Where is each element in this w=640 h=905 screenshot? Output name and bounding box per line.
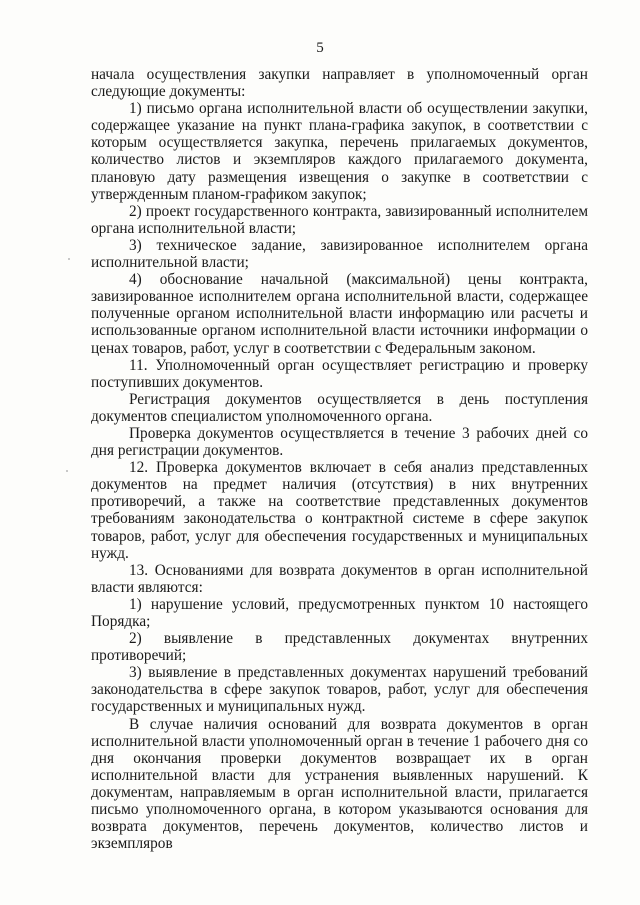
paragraph-clause-13: 13. Основаниями для возврата документов в орган исполнительной власти являются: [91,561,588,596]
page-number: 5 [316,40,324,56]
document-body [91,66,588,852]
paragraph-verification-term: Проверка документов осуществляется в течение 3 рабочих дней со дня регистрации документов. [91,424,588,460]
paragraph-intro: начала осуществления закупки направляет в уполномоченный орган следующие документы: [91,66,588,101]
paragraph-ground-3: 3) выявление в представленных документах нарушений требований законодательства в сфере закупок товаров, работ, услуг для обеспечения государственных и муниципальных нужд. [91,664,588,716]
paragraph-item-1: 1) письмо органа исполнительной власти об осуществлении закупки, содержащее указание на пункт плана-графика закупок, в соответствии с которым осуществляется закупка, перечень прилагаемых документов, количество листов и экземпляров каждого прилагаемого документа, плановую дату размещения извещения о закупке в соответствии с утвержденным планом-графиком закупок; [91,100,588,203]
paragraph-clause-11: 11. Уполномоченный орган осуществляет регистрацию и проверку поступивших документов. [91,356,588,391]
paragraph-registration: Регистрация документов осуществляется в день поступления документов специалистом уполномоченного органа. [91,390,588,425]
paragraph-ground-2: 2) выявление в представленных документах внутренних противоречий; [91,630,588,665]
paragraph-clause-12: 12. Проверка документов включает в себя анализ представленных документов на предмет наличия (отсутствия) в них внутренних противоречий, а также на соответствие представленных документов требованиям законодательства о контрактной системе в сфере закупок товаров, работ, услуг для обеспечения государственных и муниципальных нужд. [91,459,588,562]
paragraph-return-procedure: В случае наличия оснований для возврата документов в орган исполнительной власти уполномоченный орган в течение 1 рабочего дня со дня окончания проверки документов возвращает их в орган исполнительной власти для устранения выявленных нарушений. К документам, направляемым в орган исполнительной власти, прилагается письмо уполномоченного органа, в котором указываются основания для возврата документов, перечень документов, количество листов и экземпляров [91,715,588,853]
scan-speck [66,470,68,472]
paragraph-item-2: 2) проект государственного контракта, завизированный исполнителем органа исполнительной власти; [91,202,588,237]
scan-speck [68,258,70,260]
paragraph-ground-1: 1) нарушение условий, предусмотренных пунктом 10 настоящего Порядка; [91,595,588,630]
paragraph-item-3: 3) техническое задание, завизированное исполнителем органа исполнительной власти; [91,236,588,272]
paragraph-item-4: 4) обоснование начальной (максимальной) цены контракта, завизированное исполнителем органа исполнительной власти, содержащее полученные органом исполнительной власти информацию или расчеты и использованные органом исполнительной власти источники информации о ценах товаров, работ, услуг в соответствии с Федеральным законом. [91,271,588,357]
